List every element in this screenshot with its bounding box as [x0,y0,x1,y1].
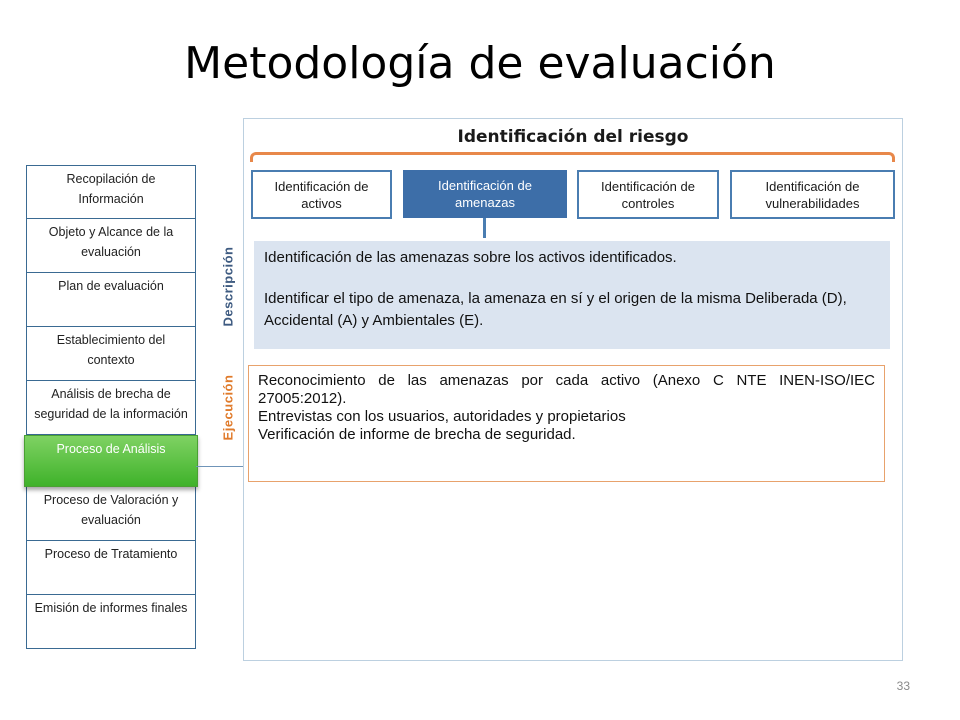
tab-identificacion-amenazas[interactable]: Identificación de amenazas [403,170,567,218]
step-emision-informes[interactable]: Emisión de informes finales [26,595,196,649]
step-plan-evaluacion[interactable]: Plan de evaluación [26,273,196,327]
slide-title: Metodología de evaluación [184,38,776,89]
process-step-list [26,165,196,649]
ejecucion-label: Ejecución [220,374,236,441]
tabs-bracket [250,152,895,162]
tab-identificacion-activos[interactable]: Identificación de activos [251,170,392,219]
step-recopilacion[interactable]: Recopilación de Información [26,165,196,219]
tab-identificacion-controles[interactable]: Identificación de controles [577,170,719,219]
step-proceso-analisis[interactable]: Proceso de Análisis [24,435,198,487]
active-tab-pointer [483,218,486,238]
descripcion-text-1: Identificación de las amenazas sobre los activos identificados. [264,249,677,266]
step-objeto-alcance[interactable]: Objeto y Alcance de la evaluación [26,219,196,273]
tab-identificacion-vulnerabilidades[interactable]: Identificación de vulnerabilidades [730,170,895,219]
ejecucion-box [248,365,885,482]
ejecucion-text-2: Entrevistas con los usuarios, autoridades y propietarios [258,408,626,425]
descripcion-label: Descripción [220,246,236,327]
descripcion-box [254,241,890,349]
ejecucion-text-1: Reconocimiento de las amenazas por cada activo (Anexo C NTE INEN-ISO/IEC 27005:2012). [258,372,875,407]
step-proceso-tratamiento[interactable]: Proceso de Tratamiento [26,541,196,595]
step-establecimiento-contexto[interactable]: Establecimiento del contexto [26,327,196,381]
descripcion-text-2: Identificar el tipo de amenaza, la amenaza en sí y el origen de la misma Deliberada (D), Accidental (A) y Ambientales (E). [264,290,847,329]
step-connector-line [196,466,244,467]
ejecucion-text-3: Verificación de informe de brecha de seguridad. [258,426,576,443]
page-number: 33 [896,679,910,693]
step-analisis-brecha[interactable]: Análisis de brecha de seguridad de la información [26,381,196,435]
panel-title: Identificación del riesgo [457,127,689,147]
step-proceso-valoracion[interactable]: Proceso de Valoración y evaluación [26,487,196,541]
